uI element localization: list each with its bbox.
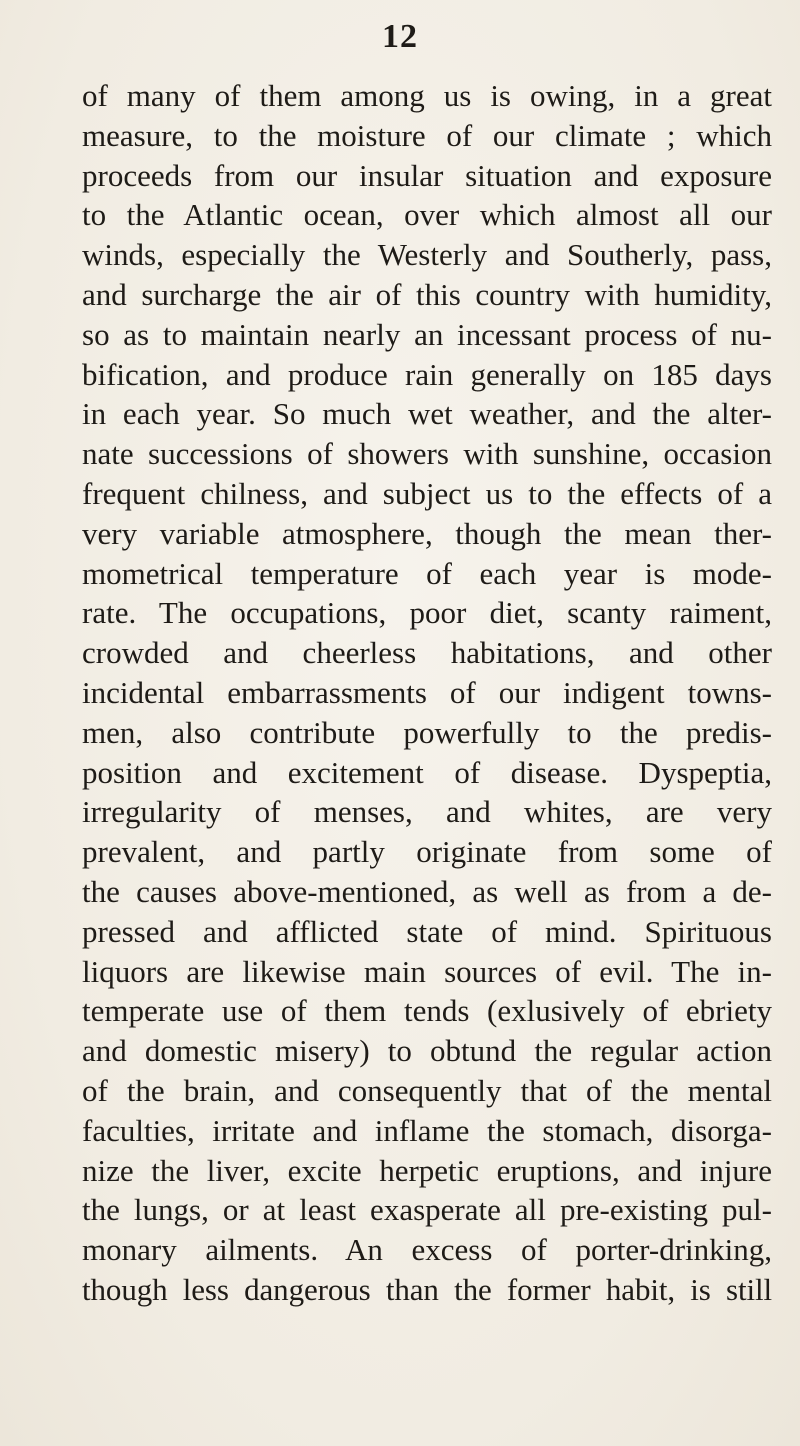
text-line: the lungs, or at least exasperate all pre-existing pul- bbox=[82, 1192, 772, 1228]
text-line: bification, and produce rain generally on 185 days bbox=[82, 356, 772, 392]
text-line: crowded and cheerless habitations, and other bbox=[82, 635, 772, 671]
text-line: and domestic misery) to obtund the regular action bbox=[82, 1033, 772, 1069]
text-line: in each year. So much wet weather, and the alter- bbox=[82, 396, 772, 432]
text-line: to the Atlantic ocean, over which almost all our bbox=[82, 197, 772, 233]
text-line: and surcharge the air of this country with humidity, bbox=[82, 276, 772, 312]
text-line: frequent chilness, and subject us to the effects of a bbox=[82, 475, 772, 511]
text-line: rate. The occupations, poor diet, scanty raiment, bbox=[82, 595, 772, 631]
text-line: proceeds from our insular situation and exposure bbox=[82, 157, 772, 193]
text-line: men, also contribute powerfully to the predis- bbox=[82, 714, 772, 750]
text-line: temperate use of them tends (exlusively of ebriety bbox=[82, 993, 772, 1029]
text-line: winds, especially the Westerly and Southerly, pass, bbox=[82, 237, 772, 273]
text-line: measure, to the moisture of our climate ; which bbox=[82, 117, 772, 153]
text-line: nize the liver, excite herpetic eruptions, and injure bbox=[82, 1152, 772, 1188]
text-line: irregularity of menses, and whites, are very bbox=[82, 794, 772, 830]
text-line: liquors are likewise main sources of evil. The in- bbox=[82, 953, 772, 989]
text-line: mometrical temperature of each year is mode- bbox=[82, 555, 772, 591]
text-line: prevalent, and partly originate from some of bbox=[82, 834, 772, 870]
text-line: monary ailments. An excess of porter-drinking, bbox=[82, 1232, 772, 1268]
page-number: 12 bbox=[382, 18, 418, 55]
text-line: nate successions of showers with sunshine, occasion bbox=[82, 436, 772, 472]
text-line: very variable atmosphere, though the mean ther- bbox=[82, 515, 772, 551]
text-line: of many of them among us is owing, in a great bbox=[82, 78, 772, 113]
text-line: position and excitement of disease. Dyspeptia, bbox=[82, 754, 772, 790]
text-line: the causes above-mentioned, as well as from a de- bbox=[82, 873, 772, 909]
text-line: though less dangerous than the former habit, is still bbox=[82, 1271, 772, 1307]
text-line: so as to maintain nearly an incessant process of nu- bbox=[82, 316, 772, 352]
text-line: faculties, irritate and inflame the stomach, disorga- bbox=[82, 1112, 772, 1148]
text-line: incidental embarrassments of our indigent towns- bbox=[82, 674, 772, 710]
body-text bbox=[82, 76, 772, 1310]
text-line: pressed and afflicted state of mind. Spirituous bbox=[82, 913, 772, 949]
text-line: of the brain, and consequently that of the mental bbox=[82, 1072, 772, 1108]
